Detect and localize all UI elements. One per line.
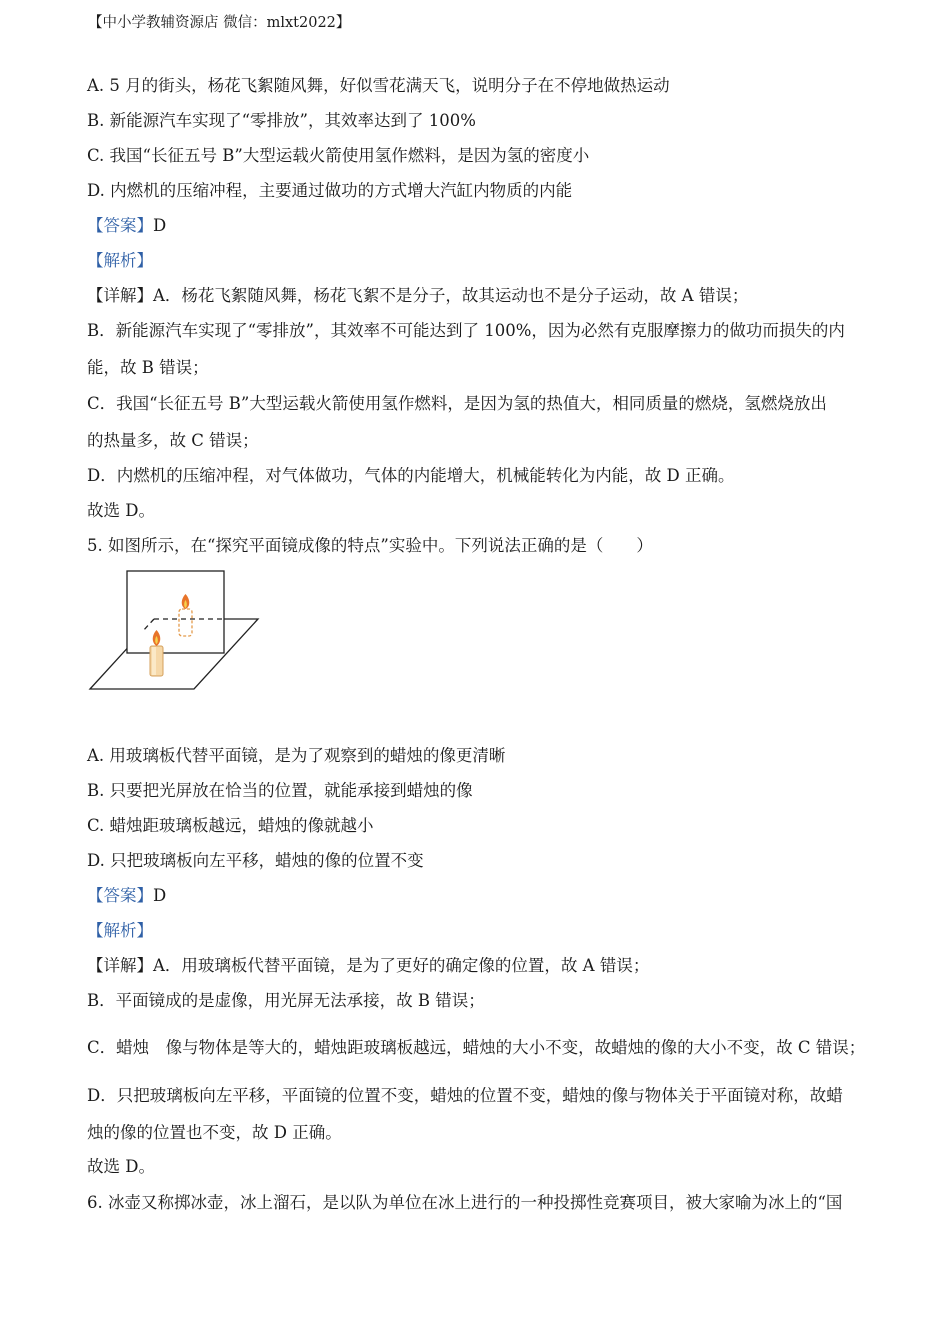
q5-stem: 5. 如图所示，在“探究平面镜成像的特点”实验中。下列说法正确的是（ ） — [87, 536, 653, 555]
page-header: 【中小学教辅资源店 微信：mlxt2022】 — [88, 15, 351, 31]
q6-stem: 6. 冰壶又称掷冰壶，冰上溜石，是以队为单位在冰上进行的一种投掷性竞赛项目，被大家喻为冰上的“国 — [87, 1193, 843, 1212]
q4-detail-1 — [87, 286, 748, 306]
q4-detail-4: C．我国“长征五号 B”大型运载火箭使用氢作燃料，是因为氢的热值大，相同质量的燃烧，氢燃烧放出 — [87, 394, 827, 413]
q5-detail-3: C．蜡烛 像与物体是等大的，蜡烛距玻璃板越远，蜡烛的大小不变，故蜡烛的像的大小不变，故 C 错误； — [87, 1038, 866, 1057]
q5-option-c: C. 蜡烛距玻璃板越远，蜡烛的像就越小 — [87, 816, 374, 835]
q4-conclusion: 故选 D。 — [87, 501, 155, 520]
mirror-experiment-figure — [88, 566, 263, 694]
glass-plate — [127, 571, 224, 653]
q4-detail-5: 的热量多，故 C 错误； — [87, 431, 259, 450]
q4-answer — [87, 216, 166, 236]
detail-text: A．杨花飞絮随风舞，杨花飞絮不是分子，故其运动也不是分子运动，故 A 错误； — [153, 286, 749, 305]
answer-label: 【答案】 — [87, 886, 153, 905]
q4-option-c: C. 我国“长征五号 B”大型运载火箭使用氢作燃料，是因为氢的密度小 — [87, 146, 590, 165]
q5-option-d: D. 只把玻璃板向左平移，蜡烛的像的位置不变 — [87, 851, 424, 870]
detail-label: 【详解】 — [87, 286, 153, 305]
q5-detail-2: B．平面镜成的是虚像，用光屏无法承接，故 B 错误； — [87, 991, 485, 1010]
q5-answer — [87, 886, 166, 906]
q5-conclusion: 故选 D。 — [87, 1157, 155, 1176]
detail-text: A．用玻璃板代替平面镜，是为了更好的确定像的位置，故 A 错误； — [153, 956, 650, 975]
q4-analysis-label: 【解析】 — [87, 251, 153, 270]
q4-detail-6: D．内燃机的压缩冲程，对气体做功，气体的内能增大，机械能转化为内能，故 D 正确。 — [87, 466, 735, 485]
q5-option-a: A. 用玻璃板代替平面镜，是为了观察到的蜡烛的像更清晰 — [87, 746, 506, 765]
q4-option-d: D. 内燃机的压缩冲程，主要通过做功的方式增大汽缸内物质的内能 — [87, 181, 573, 200]
detail-label: 【详解】 — [87, 956, 153, 975]
q5-detail-5: 烛的像的位置也不变，故 D 正确。 — [87, 1123, 342, 1142]
q5-option-b: B. 只要把光屏放在恰当的位置，就能承接到蜡烛的像 — [87, 781, 473, 800]
q5-detail-1 — [87, 956, 649, 976]
q5-detail-4: D．只把玻璃板向左平移，平面镜的位置不变，蜡烛的位置不变，蜡烛的像与物体关于平面镜对称，故蜡 — [87, 1086, 843, 1105]
answer-value: D — [153, 216, 167, 235]
q5-analysis-label: 【解析】 — [87, 921, 153, 940]
answer-value: D — [153, 886, 167, 905]
q4-option-b: B. 新能源汽车实现了“零排放”，其效率达到了 100% — [87, 111, 476, 130]
answer-label: 【答案】 — [87, 216, 153, 235]
q4-detail-2: B．新能源汽车实现了“零排放”，其效率不可能达到了 100%，因为必然有克服摩擦力的做功而损失的内 — [87, 321, 845, 340]
q4-option-a: A. 5 月的街头，杨花飞絮随风舞，好似雪花满天飞，说明分子在不停地做热运动 — [87, 76, 670, 95]
q4-detail-3: 能，故 B 错误； — [87, 358, 209, 377]
